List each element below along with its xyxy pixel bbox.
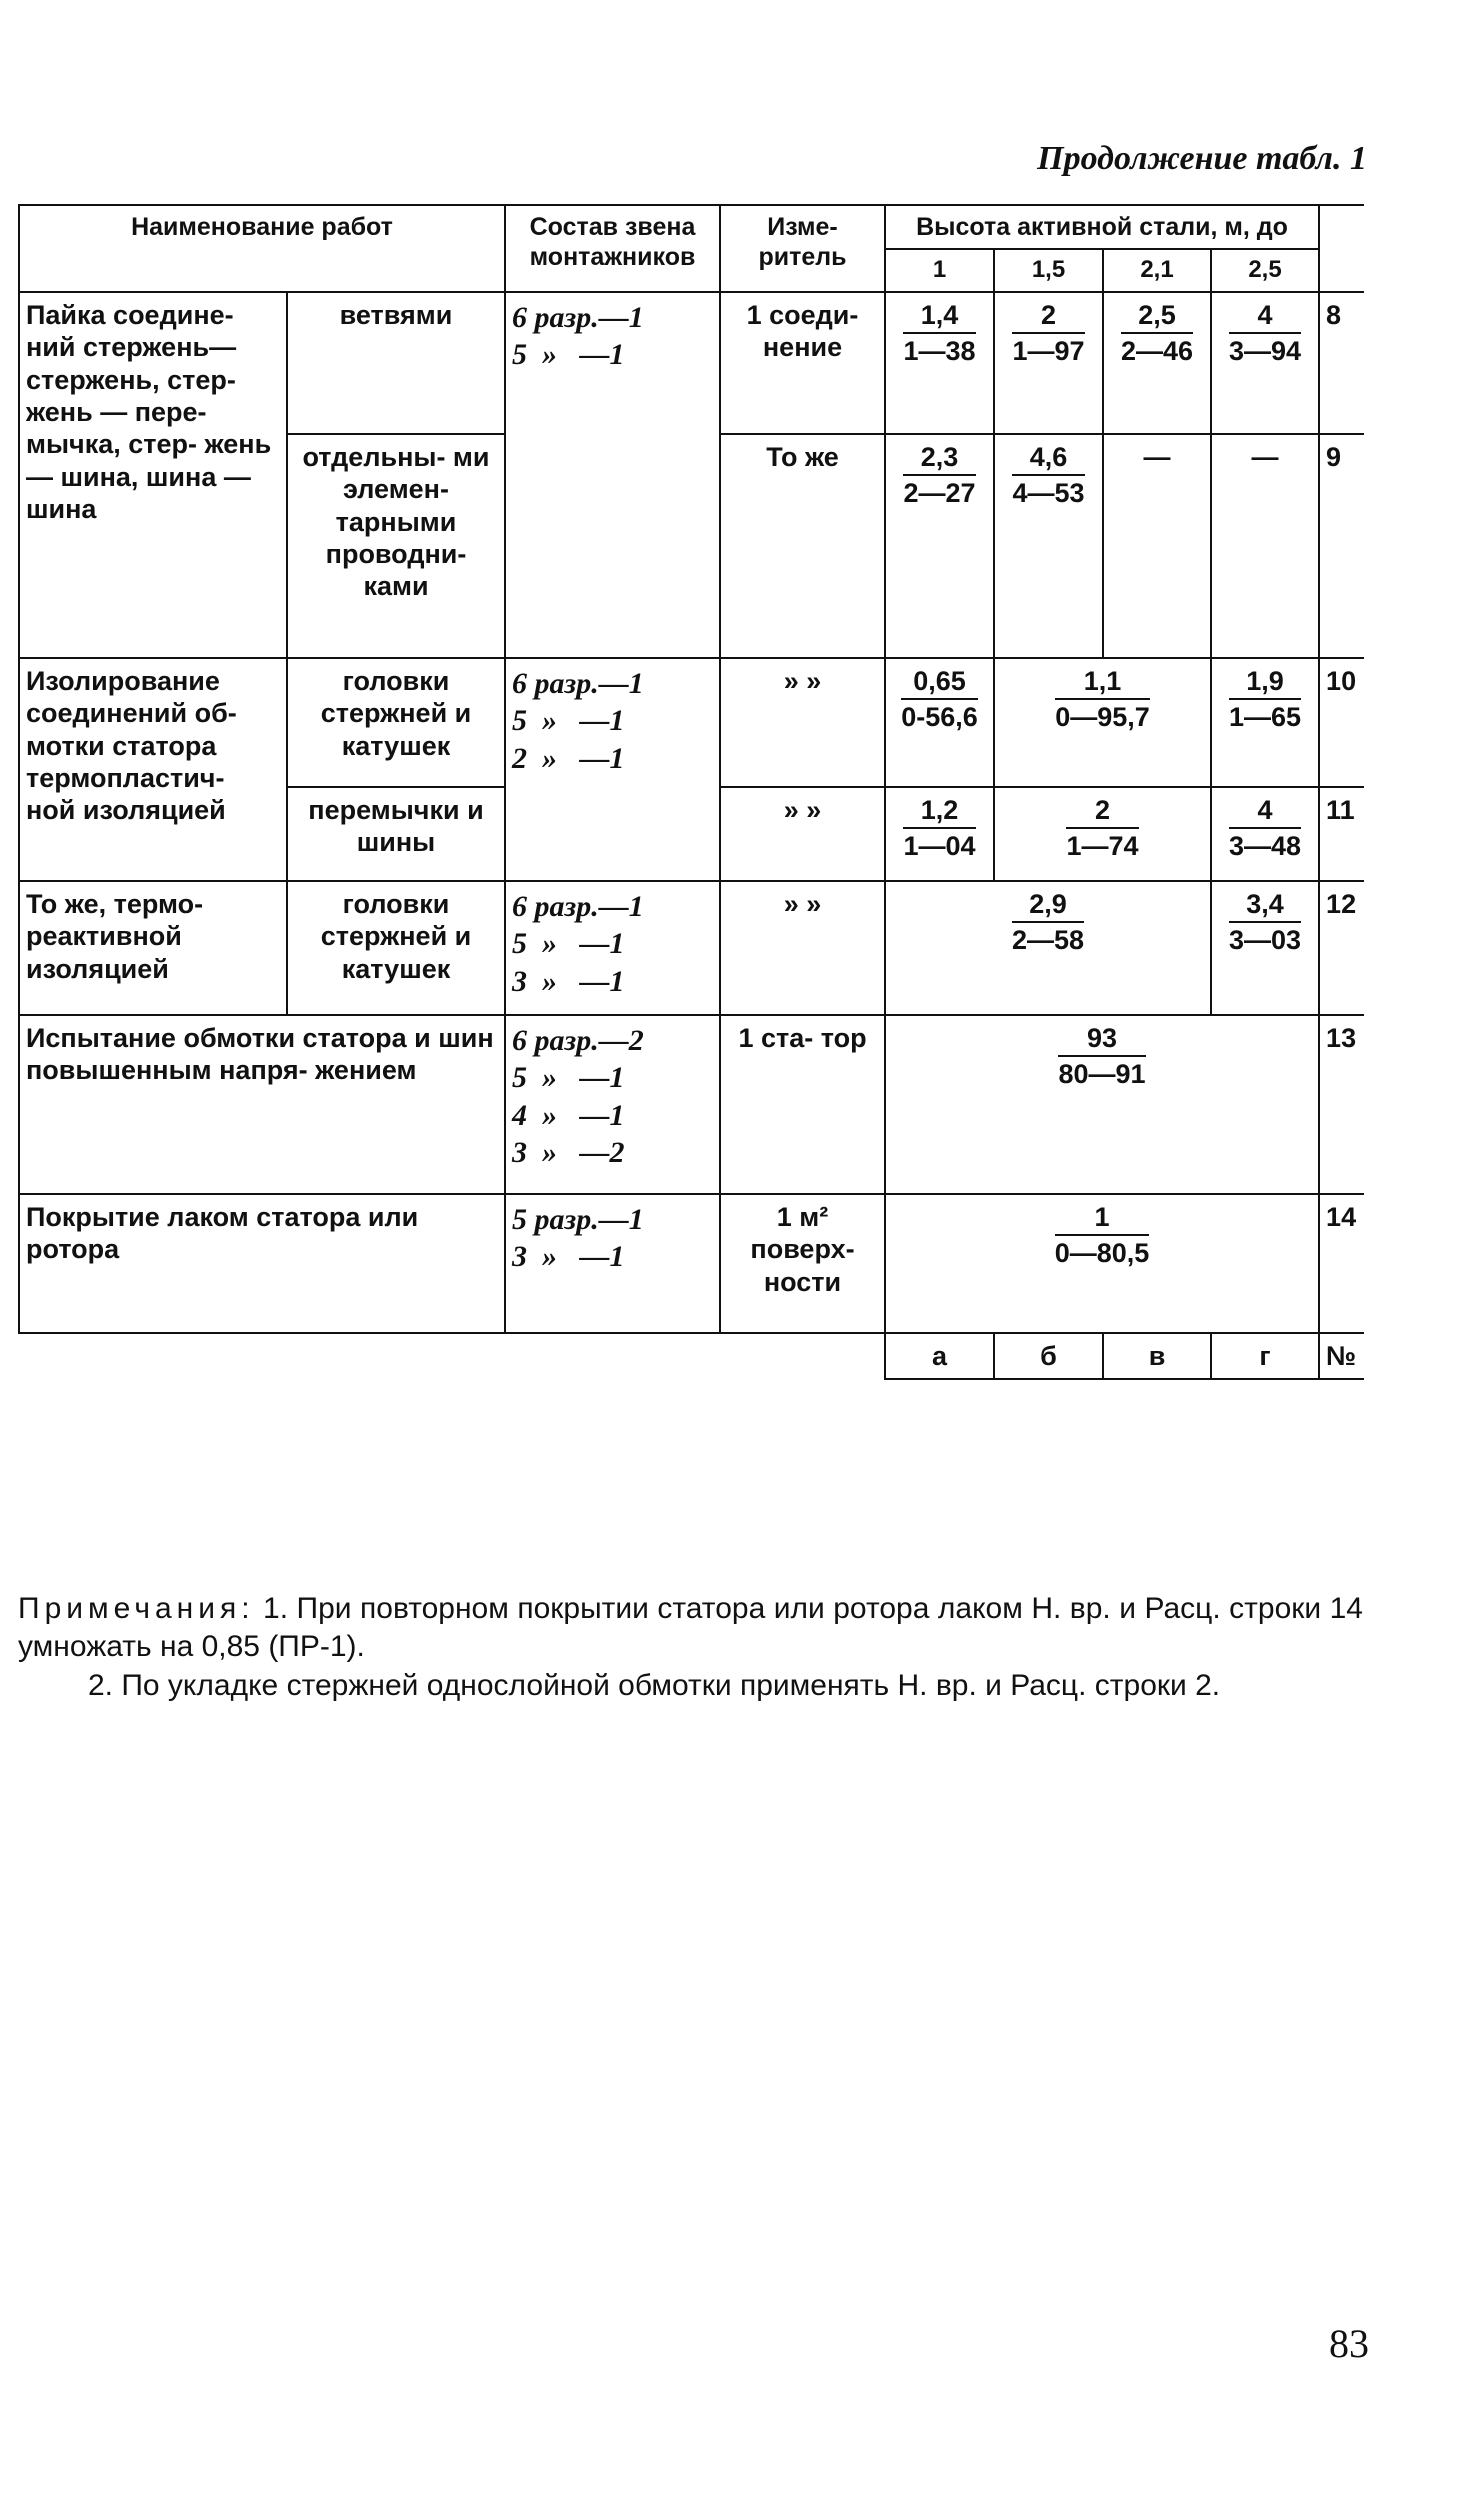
row9-v4: — [1211,434,1319,658]
row13-value: $\frac{93}{80—91}$ [885,1015,1319,1194]
row11-unit: » » [720,787,885,881]
notes [18,1590,1363,1705]
row14-unit: 1 м² поверх- ности [720,1194,885,1333]
header-h2: 1,5 [994,249,1103,292]
row12-v123: $\frac{2,9}{2—58}$ [885,881,1211,1015]
team-line: 5 » —1 [512,1061,625,1095]
footer-col-a: а [885,1333,994,1379]
row9-sub: отдельны- ми элемен- тарными проводни- ками [287,434,505,658]
row12-team [505,881,720,1015]
header-height: Высота активной стали, м, до [885,205,1319,249]
row8-sub: ветвями [287,292,505,434]
row12-sub: головки стержней и катушек [287,881,505,1015]
row10-number: 10 [1319,658,1364,787]
team-line: 5 » —1 [512,338,625,372]
header-h4: 2,5 [1211,249,1319,292]
row9-unit: То же [720,434,885,658]
header-team: Состав звена монтажников [505,205,720,292]
note-2: 2. По укладке стержней однослойной обмотки применять Н. вр. и Расц. строки 2. [88,1668,1221,1702]
table-row-8 [19,292,1364,434]
row8-name: Пайка соедине- ний стержень— стержень, стер- жень — пере- мычка, стер- жень — шина, шина — шина [19,292,287,658]
team-line: 3 » —1 [512,1240,625,1274]
table-row-10 [19,658,1364,787]
team-line: 6 разр.—2 [512,1023,644,1057]
note-1-text: 1. При повторном покрытии статора или ротора лаком Н. вр. и Расц. строки 14 умножать на 0,85 (ПР-1). [18,1592,1363,1664]
table-row-13 [19,1015,1364,1194]
row13-team [505,1015,720,1194]
table-row-12 [19,881,1364,1015]
row8-v4: $\frac{4}{3—94}$ [1211,292,1319,434]
header-unit: Изме- ритель [720,205,885,292]
row9-v2: $\frac{4,6}{4—53}$ [994,434,1103,658]
footer-col-d: г [1211,1333,1319,1379]
row10-v23: $\frac{1,1}{0—95,7}$ [994,658,1211,787]
team-line: 5 » —1 [512,927,625,961]
team-line: 5 разр.—1 [512,1202,644,1236]
team-line: 4 » —1 [512,1098,625,1132]
header-h1: 1 [885,249,994,292]
table-row-14 [19,1194,1364,1333]
team-line: 5 » —1 [512,704,625,738]
footer-col-b: б [994,1333,1103,1379]
team-line: 3 » —2 [512,1136,625,1170]
footer-row [19,1333,1364,1379]
row8-unit: 1 соеди- нение [720,292,885,434]
row8-team [505,292,720,658]
row10-team [505,658,720,881]
row8-v2: $\frac{2}{1—97}$ [994,292,1103,434]
row14-value: $\frac{1}{0—80,5}$ [885,1194,1319,1333]
row12-name: То же, термо- реактивной изоляцией [19,881,287,1015]
row10-v4: $\frac{1,9}{1—65}$ [1211,658,1319,787]
notes-lead: Примечания: [18,1592,255,1625]
row8-v3: $\frac{2,5}{2—46}$ [1103,292,1211,434]
row10-unit: » » [720,658,885,787]
team-line: 3 » —1 [512,964,625,998]
header-h3: 2,1 [1103,249,1211,292]
row14-number: 14 [1319,1194,1364,1333]
row8-number: 8 [1319,292,1364,434]
row11-v1: $\frac{1,2}{1—04}$ [885,787,994,881]
row8-v1: $\frac{1,4}{1—38}$ [885,292,994,434]
row11-number: 11 [1319,787,1364,881]
row14-team [505,1194,720,1333]
header-work-name: Наименование работ [19,205,505,292]
table-caption: Продолжение табл. 1 [1037,140,1367,177]
header-row [19,205,1364,249]
row12-number: 12 [1319,881,1364,1015]
page-number: 83 [1329,2321,1369,2366]
footer-blank [19,1333,885,1379]
team-line: 2 » —1 [512,741,625,775]
row12-unit: » » [720,881,885,1015]
row11-v23: $\frac{2}{1—74}$ [994,787,1211,881]
footer-col-c: в [1103,1333,1211,1379]
note-1 [18,1590,1363,1667]
row10-v1: $\frac{0,65}{0-56,6}$ [885,658,994,787]
row10-name: Изолирование соединений об- мотки статора термопластич- ной изоляцией [19,658,287,881]
team-line: 6 разр.—1 [512,889,644,923]
row9-v3: — [1103,434,1211,658]
header-number-col [1319,205,1364,292]
row13-name: Испытание обмотки статора и шин повышенным напря- жением [19,1015,505,1194]
row13-number: 13 [1319,1015,1364,1194]
row10-sub: головки стержней и катушек [287,658,505,787]
row9-v1: $\frac{2,3}{2—27}$ [885,434,994,658]
norms-table [18,204,1364,1380]
team-line: 6 разр.—1 [512,666,644,700]
row14-name: Покрытие лаком статора или ротора [19,1194,505,1333]
row11-v4: $\frac{4}{3—48}$ [1211,787,1319,881]
row9-number: 9 [1319,434,1364,658]
row11-sub: перемычки и шины [287,787,505,881]
row12-v4: $\frac{3,4}{3—03}$ [1211,881,1319,1015]
footer-col-no: № [1319,1333,1364,1379]
row13-unit: 1 ста- тор [720,1015,885,1194]
team-line: 6 разр.—1 [512,300,644,334]
